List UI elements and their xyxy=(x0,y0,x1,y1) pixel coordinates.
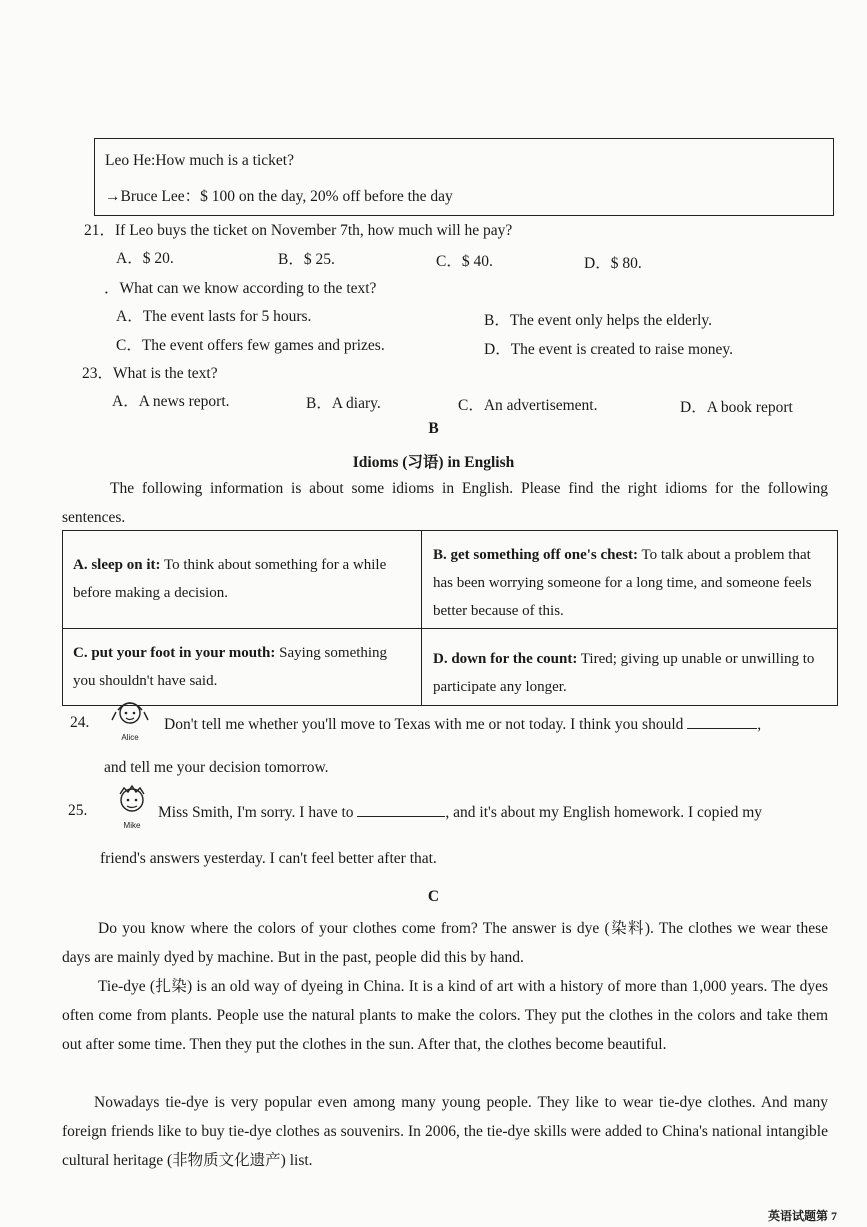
section-c-paragraph-1: Do you know where the colors of your clothes come from? The answer is dye (染料). The clothes we wear these days are mainly dyed by machine. But in the past, people did this by hand. xyxy=(62,920,828,966)
q24-line2: and tell me your decision tomorrow. xyxy=(104,759,329,776)
alice-avatar-icon xyxy=(108,698,152,740)
q22-option-d: D．The event is created to raise money. xyxy=(484,341,734,358)
section-c-paragraph-2: Tie-dye (扎染) is an old way of dyeing in China. It is a kind of art with a history of more than 1,000 years. The dyes often come from plants. People use the natural plants to make the colors. They put the clothes in the colors and take them out after some time. Then they put the clothes in the sun. After that, the clothes become beautiful. xyxy=(62,978,828,1053)
idioms-table xyxy=(62,530,838,706)
q23-option-c: C．An advertisement. xyxy=(458,397,598,414)
dialog-box xyxy=(94,138,834,216)
q25-number: 25. xyxy=(68,802,88,819)
mike-avatar-icon xyxy=(110,784,154,830)
q23-option-d: D．A book report xyxy=(680,399,793,416)
q23-option-a: A．A news report. xyxy=(112,393,230,410)
q25-line2: friend's answers yesterday. I can't feel better after that. xyxy=(100,850,437,867)
q21-stem: 21．If Leo buys the ticket on November 7th, how much will he pay? xyxy=(84,222,513,239)
q23-stem: 23．What is the text? xyxy=(82,365,218,382)
idiom-term-c: C. put your foot in your mouth: xyxy=(73,645,276,661)
idiom-cell-c xyxy=(63,633,421,701)
q24-text xyxy=(164,716,761,734)
idiom-def-d: Tired; giving up unable or unwilling to participate any longer. xyxy=(433,651,815,695)
alice-label: Alice xyxy=(121,733,139,742)
idiom-def-b: To talk about a problem that has been worrying someone for a long time, and someone feels better because of this. xyxy=(433,547,812,619)
q25-text-before: Miss Smith, I'm sorry. I have to xyxy=(158,804,354,821)
dialog-line-1: Leo He:How much is a ticket? xyxy=(105,152,294,169)
idiom-term-a: A. sleep on it: xyxy=(73,557,161,573)
section-b-intro: The following information is about some idioms in English. Please find the right idioms for the following sentences. xyxy=(62,480,828,526)
q22-option-c: C．The event offers few games and prizes. xyxy=(116,337,385,354)
q25-text-after: , and it's about my English homework. I copied my xyxy=(445,804,763,821)
q24-text-before: Don't tell me whether you'll move to Texas with me or not today. I think you should xyxy=(164,716,684,733)
q24-blank xyxy=(687,716,757,729)
q23-option-b: B．A diary. xyxy=(306,395,381,412)
idiom-term-b: B. get something off one's chest: xyxy=(433,547,638,563)
idiom-cell-a xyxy=(63,545,421,613)
q24-number: 24. xyxy=(70,714,90,731)
dialog-line-2: →Bruce Lee：$ 100 on the day, 20% off before the day xyxy=(105,188,453,205)
q22-option-b: B．The event only helps the elderly. xyxy=(484,312,712,329)
q25-text xyxy=(158,804,762,822)
section-c-letter: C xyxy=(427,888,440,905)
idiom-def-c: Saying something you shouldn't have said. xyxy=(73,645,388,689)
idiom-cell-d xyxy=(423,639,837,707)
q21-option-c: C．$ 40. xyxy=(436,253,493,270)
page-footer: 英语试题第 7 xyxy=(767,1209,837,1223)
mike-label: Mike xyxy=(123,821,141,830)
q25-blank xyxy=(357,804,445,817)
q24-text-after: , xyxy=(757,716,762,733)
idiom-def-a: To think about something for a while before making a decision. xyxy=(73,557,387,601)
q21-option-a: A．$ 20. xyxy=(116,250,174,267)
q22-stem: ．What can we know according to the text? xyxy=(104,280,377,297)
section-c-paragraph-3: Nowadays tie-dye is very popular even among many young people. They like to wear tie-dye clothes. And many foreign friends like to buy tie-dye clothes as souvenirs. In 2006, the tie-dye skills were added to China's national intangible cultural heritage (非物质文化遗产) list. xyxy=(62,1094,828,1169)
section-b-title: Idioms (习语) in English xyxy=(352,454,515,471)
section-b-letter: B xyxy=(428,420,439,437)
q21-option-b: B．$ 25. xyxy=(278,251,335,268)
q21-option-d: D．$ 80. xyxy=(584,255,642,272)
q22-option-a: A．The event lasts for 5 hours. xyxy=(116,308,312,325)
idiom-term-d: D. down for the count: xyxy=(433,651,578,667)
idiom-cell-b xyxy=(423,535,837,631)
